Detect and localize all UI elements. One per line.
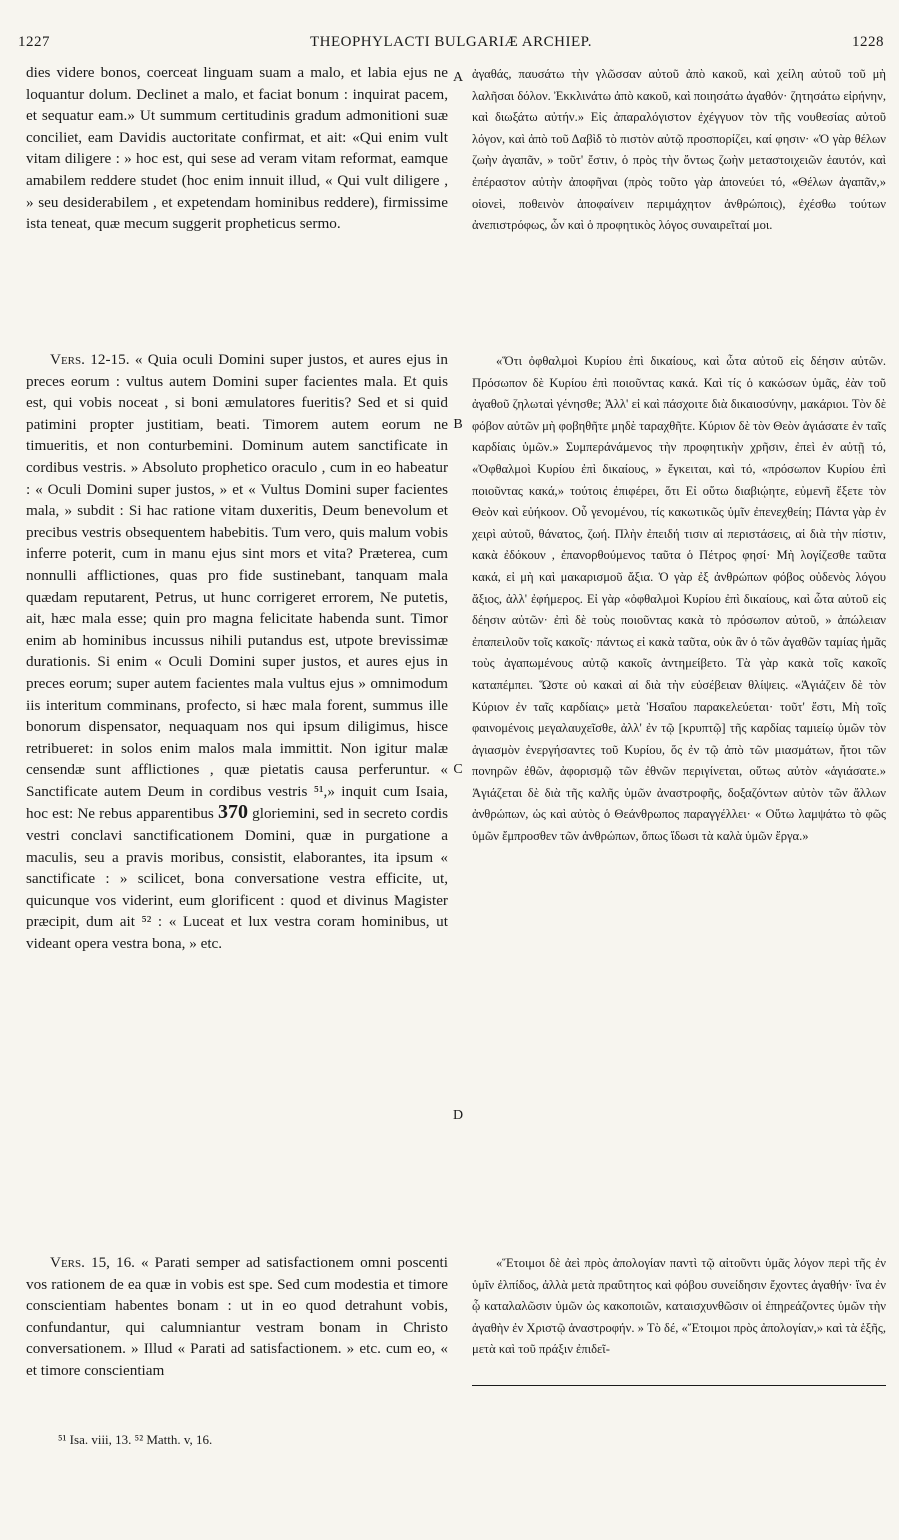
running-title: THEOPHYLACTI BULGARIÆ ARCHIEP. bbox=[309, 34, 593, 50]
greek-block-3 bbox=[472, 1253, 886, 1361]
greek-paragraph: ἀγαθάς, παυσάτω τὴν γλῶσσαν αὐτοῦ ἀπὸ κακοῦ, καὶ χείλη αὐτοῦ τοῦ μὴ λαλῆσαι δόλον. Ἐκκλινάτω ἀπὸ κακοῦ, καὶ ποιησάτω ἀγαθόν· ζητησάτω εἰρήνην, καὶ διωξάτω αὐτήν.» Εἰς ἀπαραλόγιστον ἐχέγγυον τὸν τῆς νουθεσίας αὐτοῦ λόγον, καὶ ἀπὸ τοῦ Δαβὶδ τὸ πιστὸν αὐτῷ προσπορίζει, καί φησιν· «Ὁ γὰρ θέλων ζωὴν ἀγαπᾶν, » τοῦτ' ἔστιν, ὁ πρὸς τὴν ὄντως ζωὴν μεταστοιχειῶν ἑαυτόν, καὶ ἐπέραστον αὐτὴν ἀποφῆναι (πρὸς τοῦτο γὰρ ἀπονεύει τό, «Θέλων ἀγαπᾶν,» οἱονεὶ, ποθεινὸν ἀποφαίνειν περιμάχητον ἀνθρώποις), ἐχέσθω τούτων ἀνεπιστρόφως, ὧν καὶ ὁ προφητικὸς λόγος συναιρεῖταί μοι. bbox=[472, 67, 886, 233]
footnotes: ⁵¹ Isa. viii, 13. ⁵² Matth. v, 16. bbox=[58, 1432, 213, 1447]
page-number-left: 1227 bbox=[18, 34, 50, 50]
margin-letter-b: B bbox=[453, 417, 463, 432]
latin-paragraph: dies videre bonos, coerceat linguam suam a malo, et labia ejus ne loquantur dolum. Declinet a malo, et faciat bonum : inquirat pacem, et sequatur eam.» Ut summum certitudinis gradum admonitioni suæ conciliet, eam Davidis auctoritate confirmat, et ait: «Qui enim vult vitam diligere : » hoc est, qui sese ad veram vitam reformat, eamque amabilem reddere studet (hoc enim innuit illud, « Qui vult diligere , » seu desiderabilem , et expetendam hominibus reddere), firmissime ista teneat, quæ mecum suggerit propheticus sermo. bbox=[26, 64, 448, 233]
latin-block-3 bbox=[26, 1252, 448, 1382]
latin-paragraph bbox=[26, 1252, 448, 1382]
latin-text: « Parati semper ad satisfactionem omni poscenti vos rationem de ea quæ in vobis est spe. Sed cum modestia et timore conscientiam habentes bonam : ut in eo quod detrahunt vobis, confundantur, qui calumniantur vestram bonam in Christo conversationem. » Illud « Parati ad satisfactionem. » etc. cum eo, « et timore conscientiam bbox=[26, 1254, 448, 1379]
latin-block-1 bbox=[26, 62, 448, 235]
margin-letter-d: D bbox=[452, 1108, 464, 1123]
latin-text: gloriemini, sed in secreto cordis vestri conclavi sanctificationem Domini, quæ in purgatione a maculis, seu a pravis moribus, consistit, elaborantes, ita ipsum « sanctificate : » scilicet, bona conversatione vestra efficite, ut, quicunque vos viderint, eum glorificent : quod et divinus Magister præcipit, dum ait ⁵² : « Luceat et lux vestra coram hominibus, ut videant opera vestra bona, » etc. bbox=[26, 805, 448, 953]
verse-label: Vers. 12-15. bbox=[50, 351, 130, 368]
page-header bbox=[18, 30, 884, 54]
greek-separator-rule bbox=[472, 1385, 886, 1386]
margin-letter-c: C bbox=[453, 762, 463, 777]
greek-block-1 bbox=[472, 64, 886, 237]
latin-paragraph bbox=[26, 349, 448, 955]
page-number-right: 1228 bbox=[852, 34, 884, 50]
column-number: 370 bbox=[217, 801, 248, 824]
latin-text: « Quia oculi Domini super justos, et aures ejus in preces eorum : vultus autem Domini super facientes mala. Et quis est, qui vobis noceat , si boni æmulatores fueritis? Sed et si quid patimini propter justitiam, beati. Timorem autem eorum ne timueritis, et non conturbemini. Dominum autem sanctificate in cordibus vestris. » Absoluto prophetico oraculo , cum in eo habeatur : « Oculi Domini super justos, » et « Vultus Domini super facientes mala, » subdit : Si hac ratione vitam duxeritis, Deum benevolum et precibus vestris obsequentem habebitis. Tum vero, quis malum vobis inferre poterit, cum in manu ejus sint mors et vita? Præterea, cum nonnulli afflictiones, quas pro fide sustinebant, tanquam mala quædam reputarent, Petrus, ut hunc corrigeret errorem, Ne putetis, ait, hæc mala esse; quin pro magna felicitate habenda sunt. Timor enim ab hominibus incussus nihili putandus est, utpote brevissimæ durationis. Si enim « Oculi Domini super justos, et aures ejus in preces eorum; super autem facientes mala vultus ejus » omnimodum iis interitum comminans, profecto, si hæc mala forent, summus ille bonorum dispensator, nequaquam nos qui ipsum diligimus, hisce retribueret: in solos enim malos mala immittit. Non igitur malæ censendæ sunt afflictiones , quæ pietatis causa perferuntur. « Sanctificate autem Deum in cordibus vestris ⁵¹,» inquit cum Isaia, hoc est: Ne rebus apparentibus bbox=[26, 351, 448, 823]
latin-block-2 bbox=[26, 349, 448, 955]
greek-paragraph: «Ὅτι ὀφθαλμοὶ Κυρίου ἐπὶ δικαίους, καὶ ὦτα αὐτοῦ εἰς δέησιν αὐτῶν. Πρόσωπον δὲ Κυρίου ἐπὶ ποιοῦντας κακά. Καὶ τίς ὁ κακώσων ὑμᾶς, ἐὰν τοῦ ἀγαθοῦ ζηλωταὶ γένησθε; Ἀλλ' εἰ καὶ πάσχοιτε διὰ δικαιοσύνην, μακάριοι. Τὸν δὲ φόβον αὐτῶν μὴ φοβηθῆτε μηδὲ ταραχθῆτε. Κύριον δὲ τὸν Θεὸν ἁγιάσατε ἐν ταῖς καρδίαις ὑμῶν.» Συμπεράνάμενος τὴν προφητικὴν χρῆσιν, ἐπεὶ ἐν αὐτῇ τό, «Ὀφθαλμοὶ Κυρίου ἐπὶ δικαίους, » ἔγκειται, καὶ τό, «πρόσωπον Κυρίου ἐπὶ ποιοῦντας κακά,» τούτοις ἐπιφέρει, ὅτι Εἰ οὕτω διαβιῴητε, εὐμενῆ ἕξετε τὸν Θεὸν καὶ εὐήκοον. Οὗ γενομένου, τίς κακωτικῶς ὑμῖν ἐπενεχθείη; Πάντα γὰρ ἐν χειρὶ αὐτοῦ, θάνατος, ζωή. Πλὴν ἐπειδή τισιν αἱ περιστάσεις, αἱ διὰ τὴν πίστιν, κακὰ ἐδόκουν , ἐπανορθούμενος ταῦτα ὁ Πέτρος φησί· Μὴ λογίζεσθε ταῦτα κακά, εἰ μὴ καὶ μακαρισμοῦ ἄξια. Ὁ γὰρ ἐξ ἀνθρώπων φόβος οὐδενὸς λόγου ἄξιος, ἀλλ' ἐφήμερος. Εἰ γὰρ «ὀφθαλμοὶ Κυρίου ἐπὶ δικαίους, καὶ ὦτα αὐτοῦ εἰς δέησιν αὐτῶν· ἐπὶ δὲ τοὺς ποιοῦντας κακὰ τὸ πρόσωπον αὐτοῦ, » ἀπώλειαν ἐπαπειλοῦν τοῖς κακοῖς· πάντως εἰ κακὰ ταῦτα, οὐκ ἂν ὁ τῶν ἀγαθῶν ταμίας ἡμᾶς τοὺς ἀγαπωμένους αὐτῷ κακοῖς ἀντημείβετο. Τὰ γὰρ κακὰ τοῖς κακοῖς καταπέμπει. Ὥστε οὐ κακαὶ αἱ διὰ τὴν εὐσέβειαν θλίψεις. «Ἁγιάζειν δὲ τὸν Κύριον ἐν ταῖς καρδίαις» μετὰ Ἡσαΐου παρακελεύεται· τοῦτ' ἔστι, Μὴ τοῖς φαινομένοις μεγαλαυχεῖσθε, ἀλλ' ἐν τῷ [κρυπτῷ] τῆς καρδίας ταμιείῳ ὑμῶν τὸν ἁγιασμὸν ἐνεργήσαντες τοῦ Κυρίου, ὅς ἐν τῷ ἀπὸ τῶν μιασμάτων, ἤτοι τῶν πονηρῶν ἐθῶν, ἀφορισμῷ τῶν ἐθνῶν περιγίνεται, οὕτως αὐτὸν «ἁγιάσατε.» Ἁγιάζεται δὲ διὰ τῆς καλῆς ὑμῶν ἀναστροφῆς, δοξαζόντων αὐτὸν τῶν ἄλλων ἀνθρώπων, ὡς καὶ αὐτὸς ὁ Θεάνθρωπος παραγγέλλει· « Οὕτω λαμψάτω τὸ φῶς ὑμῶν ἔμπροσθεν τῶν ἀνθρώπων, ὅπως ἴδωσι τὰ καλὰ ὑμῶν ἔργα.» bbox=[472, 354, 886, 844]
greek-paragraph: «Ἕτοιμοι δὲ ἀεὶ πρὸς ἀπολογίαν παντὶ τῷ αἰτοῦντι ὑμᾶς λόγον περὶ τῆς ἐν ὑμῖν ἐλπίδος, ἀλλὰ μετὰ πραΰτητος καὶ φόβου συνείδησιν ἔχοντες ἀγαθήν· ἵνα ἐν ᾧ καταλαλῶσιν ὑμῶν ὡς κακοποιῶν, καταισχυνθῶσιν οἱ ἐπηρεάζοντες ὑμῶν τὴν ἀγαθὴν ἐν Χριστῷ ἀναστροφήν. » Τὸ δέ, «Ἕτοιμοι πρὸς ἀπολογίαν,» καὶ τὰ ἑξῆς, μετὰ καὶ τοῦ πράξιν ἐπιδεῖ- bbox=[472, 1256, 886, 1357]
verse-label: Vers. 15, 16. bbox=[50, 1254, 135, 1271]
greek-block-2 bbox=[472, 351, 886, 848]
margin-letter-a: A bbox=[452, 70, 464, 85]
